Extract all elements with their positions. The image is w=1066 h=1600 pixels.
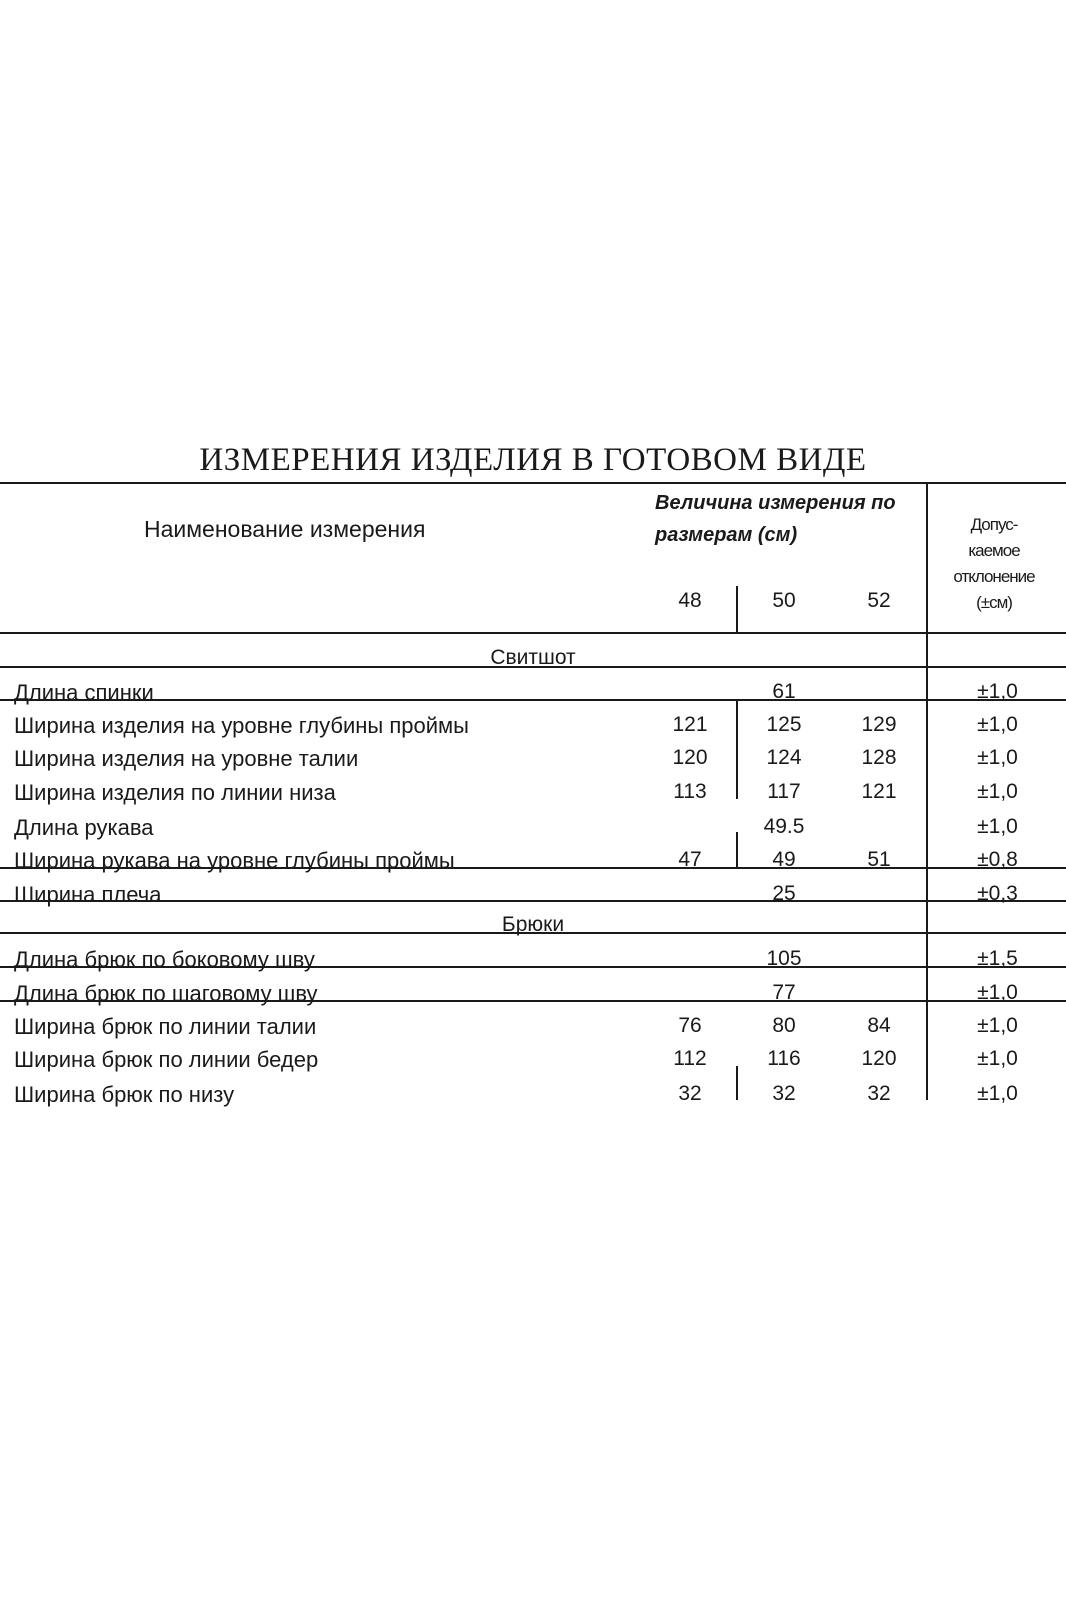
size-48-header: 48 [678,589,702,612]
measurement-name: Длина брюк по шаговому шву [14,981,318,1006]
tolerance-value: ±1,0 [977,815,1018,838]
section-header: Брюки [501,913,565,936]
tolerance-value: ±1,0 [977,680,1018,703]
measurement-value-48: 32 [678,1082,702,1105]
size-column-divider [736,1066,738,1100]
tolerance-value: ±1,0 [977,1047,1018,1070]
page-title: ИЗМЕРЕНИЯ ИЗДЕЛИЯ В ГОТОВОМ ВИДЕ [199,442,867,478]
section-header: Свитшот [490,646,576,669]
header-bottom-border [0,632,1066,634]
size-column-divider [736,832,738,867]
measurement-value-common: 61 [772,680,796,703]
measurement-name: Ширина изделия по линии низа [14,780,336,805]
size-52-header: 52 [867,589,891,612]
measurement-value-52: 120 [861,1047,897,1070]
measurement-name: Ширина рукава на уровне глубины проймы [14,848,455,873]
measurement-name: Длина спинки [14,680,154,705]
tolerance-value: ±1,0 [977,746,1018,769]
tolerance-value: ±1,0 [977,713,1018,736]
measurement-value-50: 125 [766,713,802,736]
measurement-name: Длина брюк по боковому шву [14,947,315,972]
size-header-divider [736,586,738,632]
size-column-divider [736,699,738,799]
measurement-value-52: 84 [867,1014,891,1037]
measurement-value-48: 120 [672,746,708,769]
measurement-value-common: 77 [772,981,796,1004]
measurement-value-48: 47 [678,848,702,871]
table-top-border [0,482,1066,484]
header-name-label: Наименование измерения [144,516,426,542]
measurement-name: Ширина брюк по линии талии [14,1014,317,1039]
tolerance-value: ±1,0 [977,1014,1018,1037]
measurement-value-52: 129 [861,713,897,736]
tolerance-value: ±0,8 [977,848,1018,871]
tolerance-value: ±0,3 [977,882,1018,905]
tolerance-value: ±1,0 [977,1082,1018,1105]
measurement-value-50: 124 [766,746,802,769]
tolerance-value: ±1,0 [977,780,1018,803]
header-tolerance-label: Допус- каемое отклонение (±см) [953,515,1035,612]
measurement-value-48: 112 [673,1047,707,1070]
measurement-value-50: 49 [772,848,796,871]
measurement-value-52: 32 [867,1082,891,1105]
header-size-label: Величина измерения по размерам (см) [655,492,896,546]
row-divider [0,699,1066,701]
measurement-name: Длина рукава [14,815,154,840]
measurement-value-50: 117 [767,780,801,803]
measurement-value-52: 128 [861,746,897,769]
measurement-name: Ширина изделия на уровне талии [14,746,359,771]
measurement-value-48: 121 [672,713,708,736]
size-50-header: 50 [772,589,796,612]
measurement-value-48: 76 [678,1014,702,1037]
measurement-value-common: 105 [766,947,802,970]
measurement-value-48: 113 [673,780,707,803]
measurement-name: Ширина плеча [14,882,162,907]
measurement-value-52: 51 [867,848,891,871]
tolerance-value: ±1,0 [977,981,1018,1004]
measurement-value-common: 25 [772,882,796,905]
measurement-value-common: 49.5 [763,815,805,838]
measurement-value-50: 116 [767,1047,801,1070]
tolerance-value: ±1,5 [977,947,1018,970]
measurement-name: Ширина брюк по низу [14,1082,235,1107]
measurement-value-50: 80 [772,1014,796,1037]
measurement-name: Ширина изделия на уровне глубины проймы [14,713,469,738]
measurement-name: Ширина брюк по линии бедер [14,1047,319,1072]
measurement-value-52: 121 [861,780,897,803]
measurement-value-50: 32 [772,1082,796,1105]
